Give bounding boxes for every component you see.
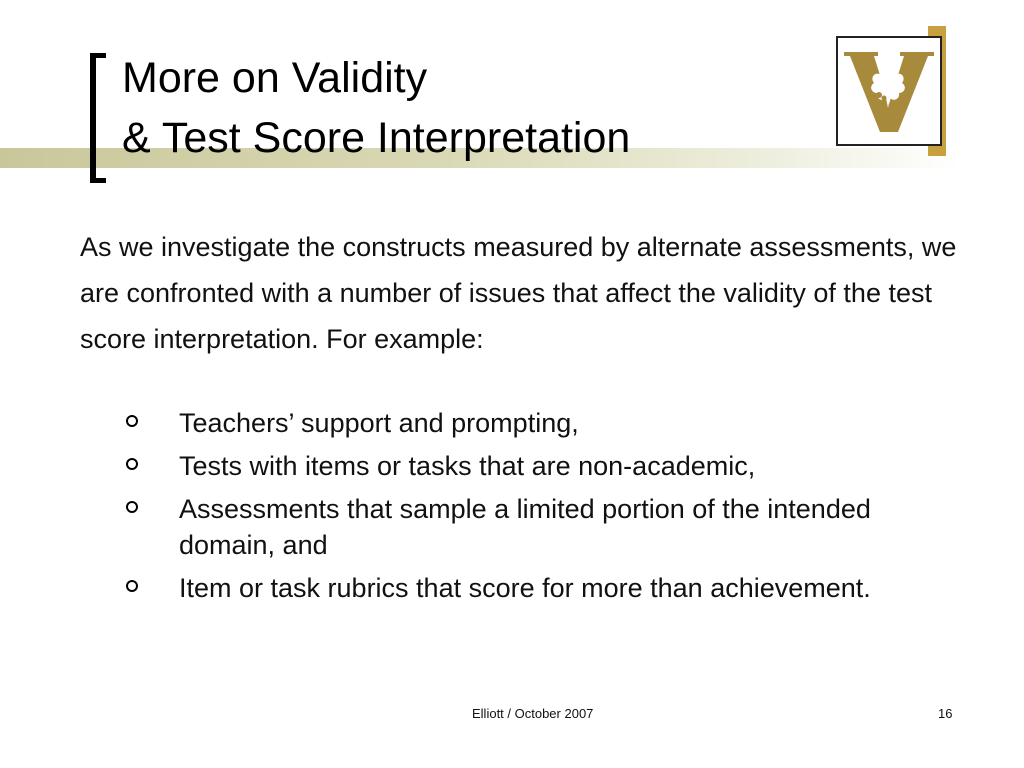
list-item-text: Item or task rubrics that score for more than achievement. xyxy=(179,573,871,603)
bullet-list xyxy=(126,405,946,613)
slide-title xyxy=(122,48,630,168)
list-item xyxy=(126,570,946,606)
hollow-circle-icon xyxy=(126,458,138,470)
list-item xyxy=(126,448,946,484)
footer-author-date: Elliott / October 2007 xyxy=(472,706,594,721)
title-bracket xyxy=(90,53,106,183)
slide-title-line-1: More on Validity xyxy=(122,54,428,102)
hollow-circle-icon xyxy=(126,580,138,592)
list-item-text: Tests with items or tasks that are non-academic, xyxy=(179,451,756,481)
list-item-text: Assessments that sample a limited portion of the intended domain, and xyxy=(179,494,871,560)
hollow-circle-icon xyxy=(126,415,138,427)
list-item xyxy=(126,405,946,441)
list-item xyxy=(126,491,946,563)
list-item-text: Teachers’ support and prompting, xyxy=(179,408,579,438)
hollow-circle-icon xyxy=(126,501,138,513)
vanderbilt-logo-icon xyxy=(838,38,940,144)
slide-title-line-2: & Test Score Interpretation xyxy=(122,114,631,162)
page-number: 16 xyxy=(938,706,953,721)
body-paragraph: As we investigate the constructs measured by alternate assessments, we are confronted with a number of issues that affect the validity of the test score interpretation. For example: xyxy=(80,232,957,354)
